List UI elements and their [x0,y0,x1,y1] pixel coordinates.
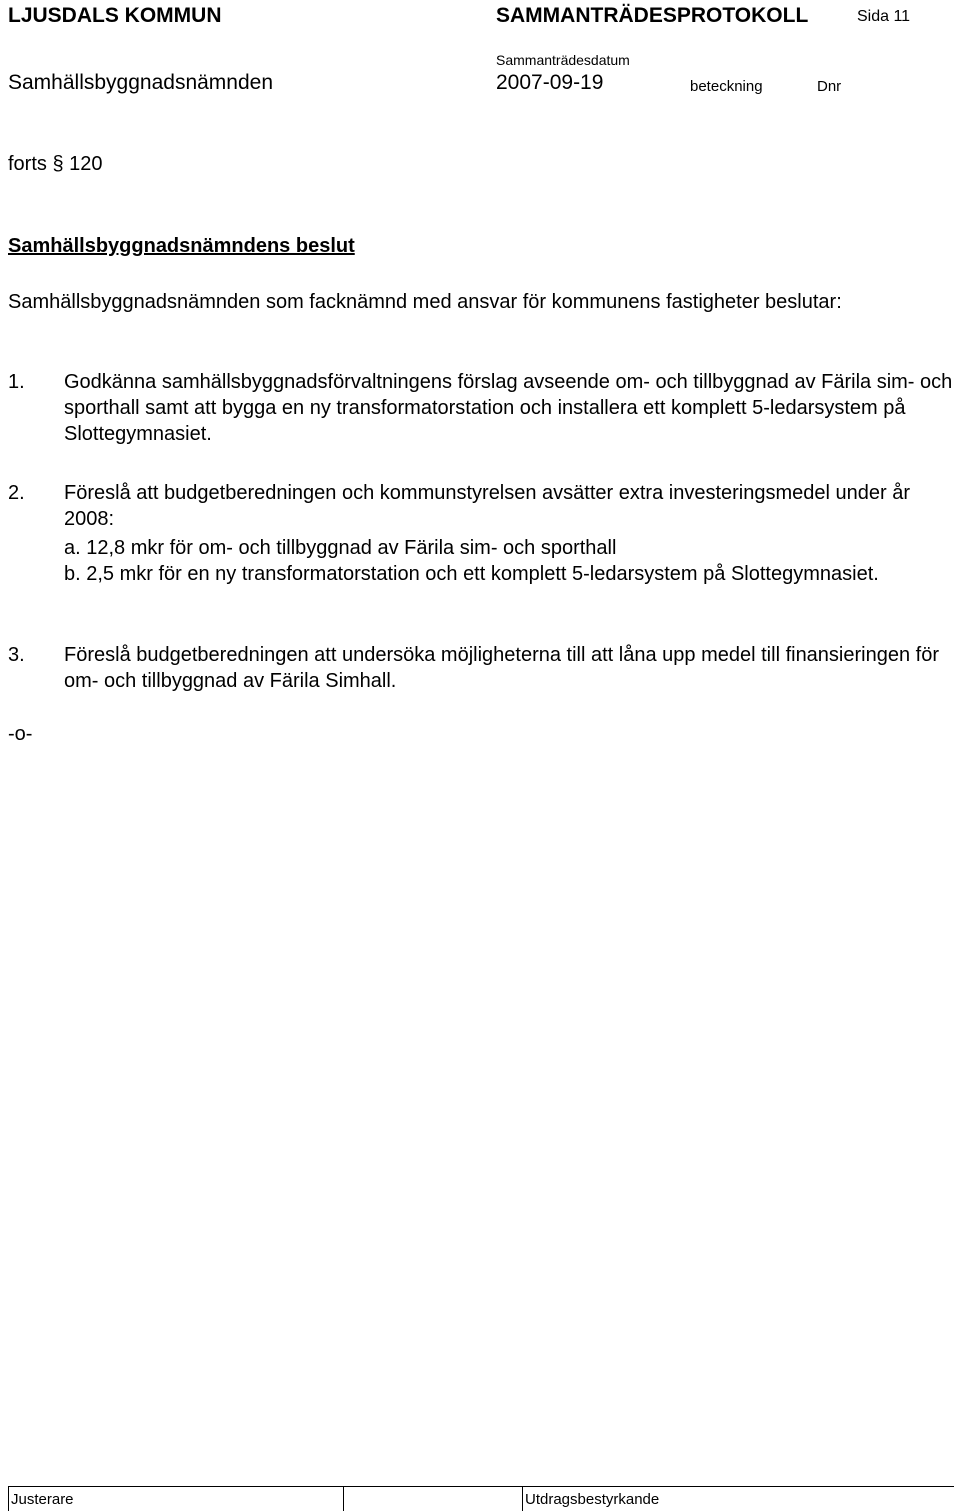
item-3-text: Föreslå budgetberedningen att undersöka möjligheterna till att låna upp medel till finansieringen för om- och tillbyggnad av Färila Simhall. [64,644,939,692]
beteckning-label: beteckning [690,78,763,95]
item-2-text: Föreslå att budgetberedningen och kommunstyrelsen avsätter extra investeringsmedel under år 2008: [64,482,911,530]
item-2-subitem-b: b. 2,5 mkr för en ny transformatorstation och ett komplett 5-ledarsystem på Slottegymnasiet. [64,563,879,585]
footer-utdrag-cell [522,1486,523,1511]
meeting-date: 2007-09-19 [496,71,604,94]
section-sign: § [52,153,64,175]
footer-justerare-cell [8,1486,9,1511]
decision-heading: Samhällsbyggnadsnämndens beslut [8,235,355,257]
item-1-text: Godkänna samhällsbyggnadsförvaltningens förslag avseende om- och tillbyggnad av Färila sim- och sporthall samt att bygga en ny transformatorstation och installera ett komplett 5-ledarsystem på Slottegymnasiet. [64,371,953,445]
item-1-number: 1. [8,371,25,393]
dnr-label: Dnr [817,78,842,95]
item-2-number: 2. [8,482,25,504]
item-2-subitem-a: a. 12,8 mkr för om- och tillbyggnad av Färila sim- och sporthall [64,537,617,559]
utdragsbestyrkande-label: Utdragsbestyrkande [525,1491,660,1508]
footer-rule [8,1486,954,1487]
document-title: SAMMANTRÄDESPROTOKOLL [496,4,809,27]
section-reference [8,151,103,177]
section-separator: -o- [8,723,33,745]
meeting-date-caption: Sammanträdesdatum [496,52,630,68]
committee-name: Samhällsbyggnadsnämnden [8,71,274,94]
item-3-number: 3. [8,644,25,666]
section-number: 120 [69,153,103,175]
decision-intro: Samhällsbyggnadsnämnden som facknämnd med ansvar för kommunens fastigheter beslutar: [8,291,842,313]
justerare-label: Justerare [11,1491,74,1508]
page-number: Sida 11 [857,8,911,25]
forts-label: forts [8,153,47,175]
footer-divider-1 [343,1486,344,1511]
organization-name: LJUSDALS KOMMUN [8,4,222,27]
